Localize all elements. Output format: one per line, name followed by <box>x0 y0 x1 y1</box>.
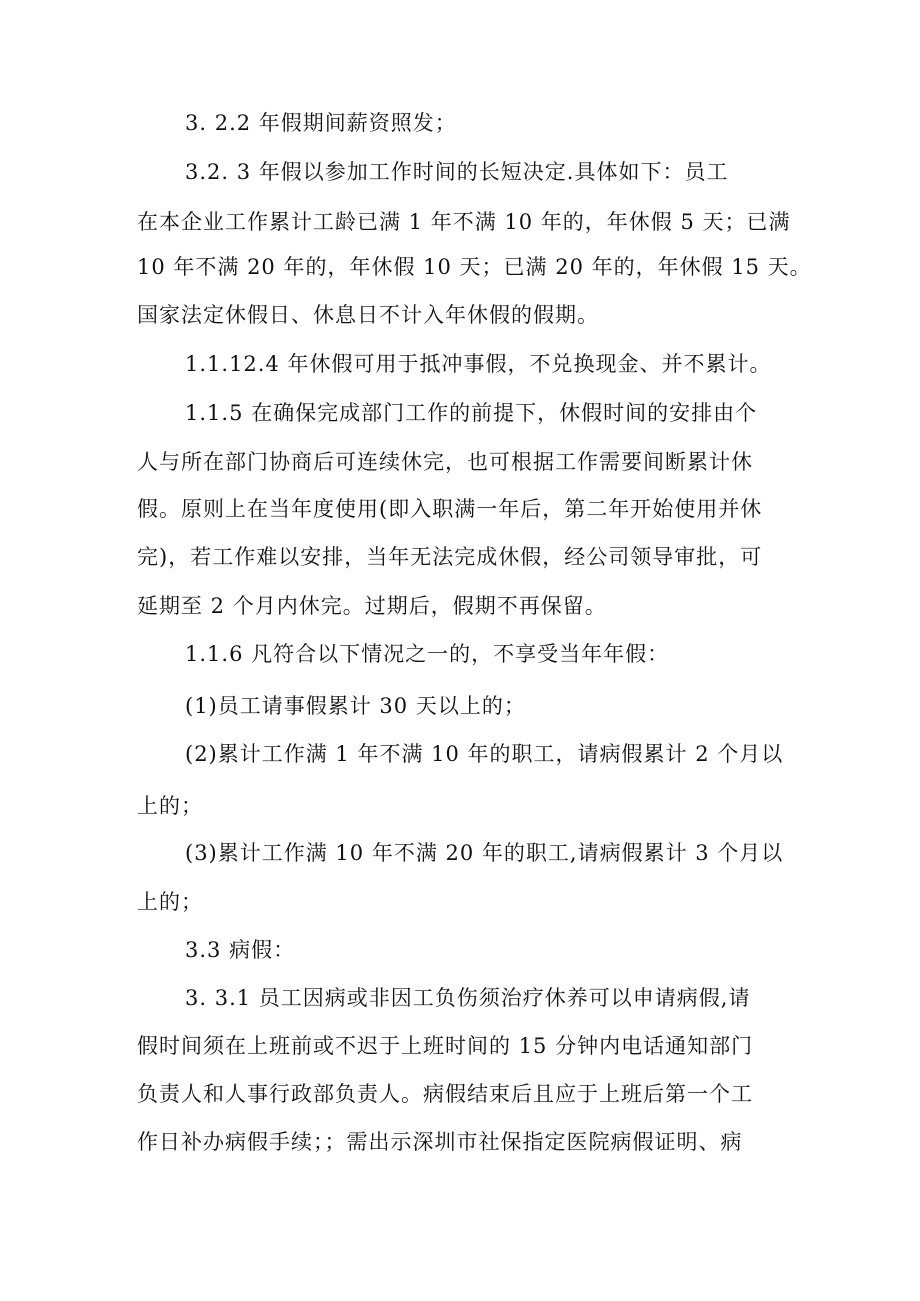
paragraph-line: 人与所在部门协商后可连续休完，也可根据工作需要间断累计休 <box>137 450 753 474</box>
paragraph-line: 完)，若工作难以安排，当年无法完成休假，经公司领导审批，可 <box>137 545 763 569</box>
paragraph-line: 1.1.12.4 年休假可用于抵冲事假，不兑换现金、并不累计。 <box>185 352 772 376</box>
paragraph-line: 假时间须在上班前或不迟于上班时间的 15 分钟内电话通知部门 <box>137 1034 754 1058</box>
paragraph-line: 假。原则上在当年度使用(即入职满一年后，第二年开始使用并休 <box>137 497 763 521</box>
paragraph-line: 3.2. 3 年假以参加工作时间的长短决定.具体如下：员工 <box>185 160 729 184</box>
paragraph-line: 国家法定休假日、休息日不计入年休假的假期。 <box>137 303 599 327</box>
paragraph-line: 上的； <box>137 890 203 914</box>
paragraph-line: 上的； <box>137 794 203 818</box>
paragraph-line: 1.1.6 凡符合以下情况之一的，不享受当年年假： <box>185 642 670 666</box>
paragraph-line: 10 年不满 20 年的，年休假 10 天；已满 20 年的，年休假 15 天。 <box>137 255 812 279</box>
section-heading: 3.3 病假： <box>185 938 296 962</box>
paragraph-line: 在本企业工作累计工龄已满 1 年不满 10 年的，年休假 5 天；已满 <box>137 210 791 234</box>
paragraph-line: (3)累计工作满 10 年不满 20 年的职工,请病假累计 3 个月以 <box>185 841 784 865</box>
paragraph-line: 3. 2.2 年假期间薪资照发； <box>185 111 457 135</box>
paragraph-line: 作日补办病假手续；；需出示深圳市社保指定医院病假证明、病 <box>137 1130 743 1154</box>
paragraph-line: 延期至 2 个月内休完。过期后，假期不再保留。 <box>137 594 607 618</box>
paragraph-line: 3. 3.1 员工因病或非因工负伤须治疗休养可以申请病假,请 <box>185 986 751 1010</box>
paragraph-line: 负责人和人事行政部负责人。病假结束后且应于上班后第一个工 <box>137 1082 753 1106</box>
paragraph-line: (2)累计工作满 1 年不满 10 年的职工，请病假累计 2 个月以 <box>185 742 784 766</box>
paragraph-line: 1.1.5 在确保完成部门工作的前提下，休假时间的安排由个 <box>185 401 758 425</box>
paragraph-line: (1)员工请事假累计 30 天以上的； <box>185 694 526 718</box>
